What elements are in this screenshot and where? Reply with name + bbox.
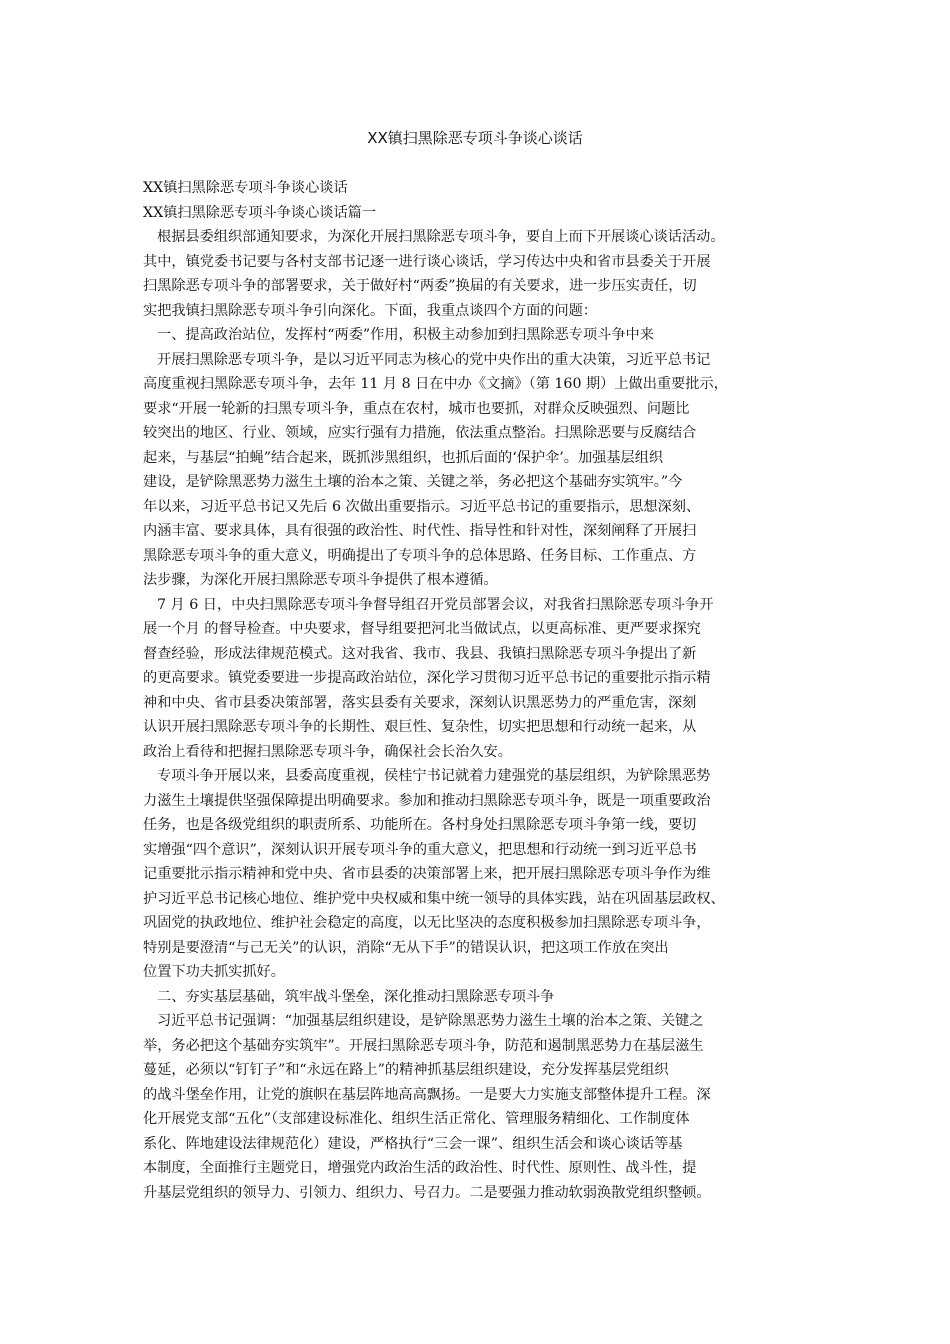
text-line: 实把我镇扫黑除恶专项斗争引向深化。下面，我重点谈四个方面的问题： bbox=[143, 302, 598, 319]
paragraph bbox=[143, 593, 811, 765]
subtitle-line: XX镇扫黑除恶专项斗争谈心谈话 bbox=[143, 180, 348, 196]
text-line: 要求“开展一轮新的扫黑专项斗争，重点在农村，城市也要抓，对群众反映强烈、问题比 bbox=[143, 400, 690, 417]
text-line: 扫黑除恶专项斗争的部署要求，关于做好村“两委”换届的有关要求，进一步压实责任，切 bbox=[143, 278, 697, 294]
text-line: 记重要批示指示精神和党中央、省市县委的决策部署上来，把开展扫黑除恶专项斗争作为维 bbox=[143, 866, 711, 882]
text-line: 护习近平总书记核心地位、维护党中央权威和集中统一领导的具体实践，站在巩固基层政权、 bbox=[143, 890, 725, 907]
text-line: 实增强“四个意识”，深刻认识开展专项斗争的重大意义，把思想和行动统一到习近平总书 bbox=[143, 841, 697, 858]
text-line: 的更高要求。镇党委要进一步提高政治站位，深化学习贯彻习近平总书记的重要批示指示精 bbox=[143, 670, 711, 686]
text-line: 其中，镇党委书记要与各村支部书记逐一进行谈心谈话，学习传达中央和省市县委关于开展 bbox=[143, 253, 711, 270]
text-line: 较突出的地区、行业、领域，应实行强有力措施，依法重点整治。扫黑除恶要与反腐结合 bbox=[143, 425, 697, 441]
text-line: 展一个月 的督导检查。中央要求，督导组要把河北当做试点，以更高标准、更严要求探究 bbox=[143, 621, 701, 637]
document-body bbox=[143, 176, 811, 1205]
paragraph bbox=[143, 348, 811, 593]
text-line: 力滋生土壤提供坚强保障提出明确要求。参加和推动扫黑除恶专项斗争，既是一项重要政治 bbox=[143, 792, 711, 809]
section-heading bbox=[143, 985, 811, 1010]
text-line: 蔓延，必须以“钉钉子”和“永远在路上”的精神抓基层组织建设，充分发挥基层党组织 bbox=[143, 1062, 669, 1078]
text-line: 化开展党支部“五化”（支部建设标准化、组织生活正常化、管理服务精细化、工作制度体 bbox=[143, 1111, 690, 1127]
heading-line: 一、提高政治站位，发挥村“两委”作用，积极主动参加到扫黑除恶专项斗争中来 bbox=[157, 327, 654, 343]
text-line: 位置下功夫抓实抓好。 bbox=[143, 964, 285, 980]
text-line: 神和中央、省市县委决策部署，落实县委有关要求，深刻认识黑恶势力的严重危害，深刻 bbox=[143, 694, 697, 711]
paragraph bbox=[143, 1009, 811, 1205]
text-line: 黑除恶专项斗争的重大意义，明确提出了专项斗争的总体思路、任务目标、工作重点、方 bbox=[143, 547, 697, 564]
paragraph bbox=[143, 225, 811, 323]
text-line: 年以来，习近平总书记又先后 6 次做出重要指示。习近平总书记的重要指示，思想深刻、 bbox=[143, 498, 701, 515]
text-line: 任务，也是各级党组织的职责所系、功能所在。各村身处扫黑除恶专项斗争第一线，要切 bbox=[143, 817, 697, 833]
text-line: 升基层党组织的领导力、引领力、组织力、号召力。二是要强力推动软弱涣散党组织整顿。 bbox=[143, 1184, 711, 1201]
text-line: 系化、阵地建设法律规范化）建设，严格执行“三会一课”、组织生活会和谈心谈话等基 bbox=[143, 1135, 683, 1152]
paragraph bbox=[143, 764, 811, 985]
text-line: 的战斗堡垒作用，让党的旗帜在基层阵地高高飘扬。一是要大力实施支部整体提升工程。深 bbox=[143, 1086, 711, 1103]
document-title: XX镇扫黑除恶专项斗争谈心谈话 bbox=[367, 129, 583, 147]
text-line: 巩固党的执政地位、维护社会稳定的高度，以无比坚决的态度积极参加扫黑除恶专项斗争， bbox=[143, 915, 711, 931]
text-line: 政治上看待和把握扫黑除恶专项斗争，确保社会长治久安。 bbox=[143, 743, 512, 760]
text-line: 起来，与基层“拍蝇”结合起来，既抓涉黑组织，也抓后面的‘保护伞’。加强基层组织 bbox=[143, 449, 664, 466]
text-line: 习近平总书记强调：“加强基层组织建设，是铲除黑恶势力滋生土壤的治本之策、关键之 bbox=[157, 1013, 704, 1029]
text-line: 建设，是铲除黑恶势力滋生土壤的治本之策、关键之举，务必把这个基础夯实筑牢。”今 bbox=[143, 474, 683, 490]
text-line: 举，务必把这个基础夯实筑牢”。开展扫黑除恶专项斗争，防范和遏制黑恶势力在基层滋生 bbox=[143, 1037, 704, 1054]
text-line: 内涵丰富、要求具体，具有很强的政治性、时代性、指导性和针对性，深刻阐释了开展扫 bbox=[143, 523, 697, 539]
subtitle-line: XX镇扫黑除恶专项斗争谈心谈话篇一 bbox=[143, 204, 377, 221]
text-line: 认识开展扫黑除恶专项斗争的长期性、艰巨性、复杂性，切实把思想和行动统一起来，从 bbox=[143, 719, 697, 735]
text-line: 特别是要澄清“与己无关”的认识，消除“无从下手”的错误认识，把这项工作放在突出 bbox=[143, 939, 669, 956]
text-line: 开展扫黑除恶专项斗争，是以习近平同志为核心的党中央作出的重大决策，习近平总书记 bbox=[157, 351, 711, 368]
text-line: 法步骤，为深化开展扫黑除恶专项斗争提供了根本遵循。 bbox=[143, 572, 498, 588]
text-line: 专项斗争开展以来，县委高度重视，侯桂宁书记就着力建强党的基层组织，为铲除黑恶势 bbox=[157, 768, 711, 784]
text-line: 本制度，全面推行主题党日，增强党内政治生活的政治性、时代性、原则性、战斗性，提 bbox=[143, 1160, 697, 1176]
section-heading bbox=[143, 323, 811, 348]
text-line: 7 月 6 日，中央扫黑除恶专项斗争督导组召开党员部署会议，对我省扫黑除恶专项斗争开 bbox=[157, 596, 714, 613]
heading-line: 二、夯实基层基础，筑牢战斗堡垒，深化推动扫黑除恶专项斗争 bbox=[157, 988, 555, 1005]
text-line: 高度重视扫黑除恶专项斗争，去年 11 月 8 日在中办《文摘》（第 160 期）上做出重要批示， bbox=[143, 376, 728, 392]
text-line: 督查经验，形成法律规范模式。这对我省、我市、我县、我镇扫黑除恶专项斗争提出了新 bbox=[143, 645, 697, 662]
text-line: 根据县委组织部通知要求，为深化开展扫黑除恶专项斗争，要自上而下开展谈心谈话活动。 bbox=[157, 229, 725, 245]
